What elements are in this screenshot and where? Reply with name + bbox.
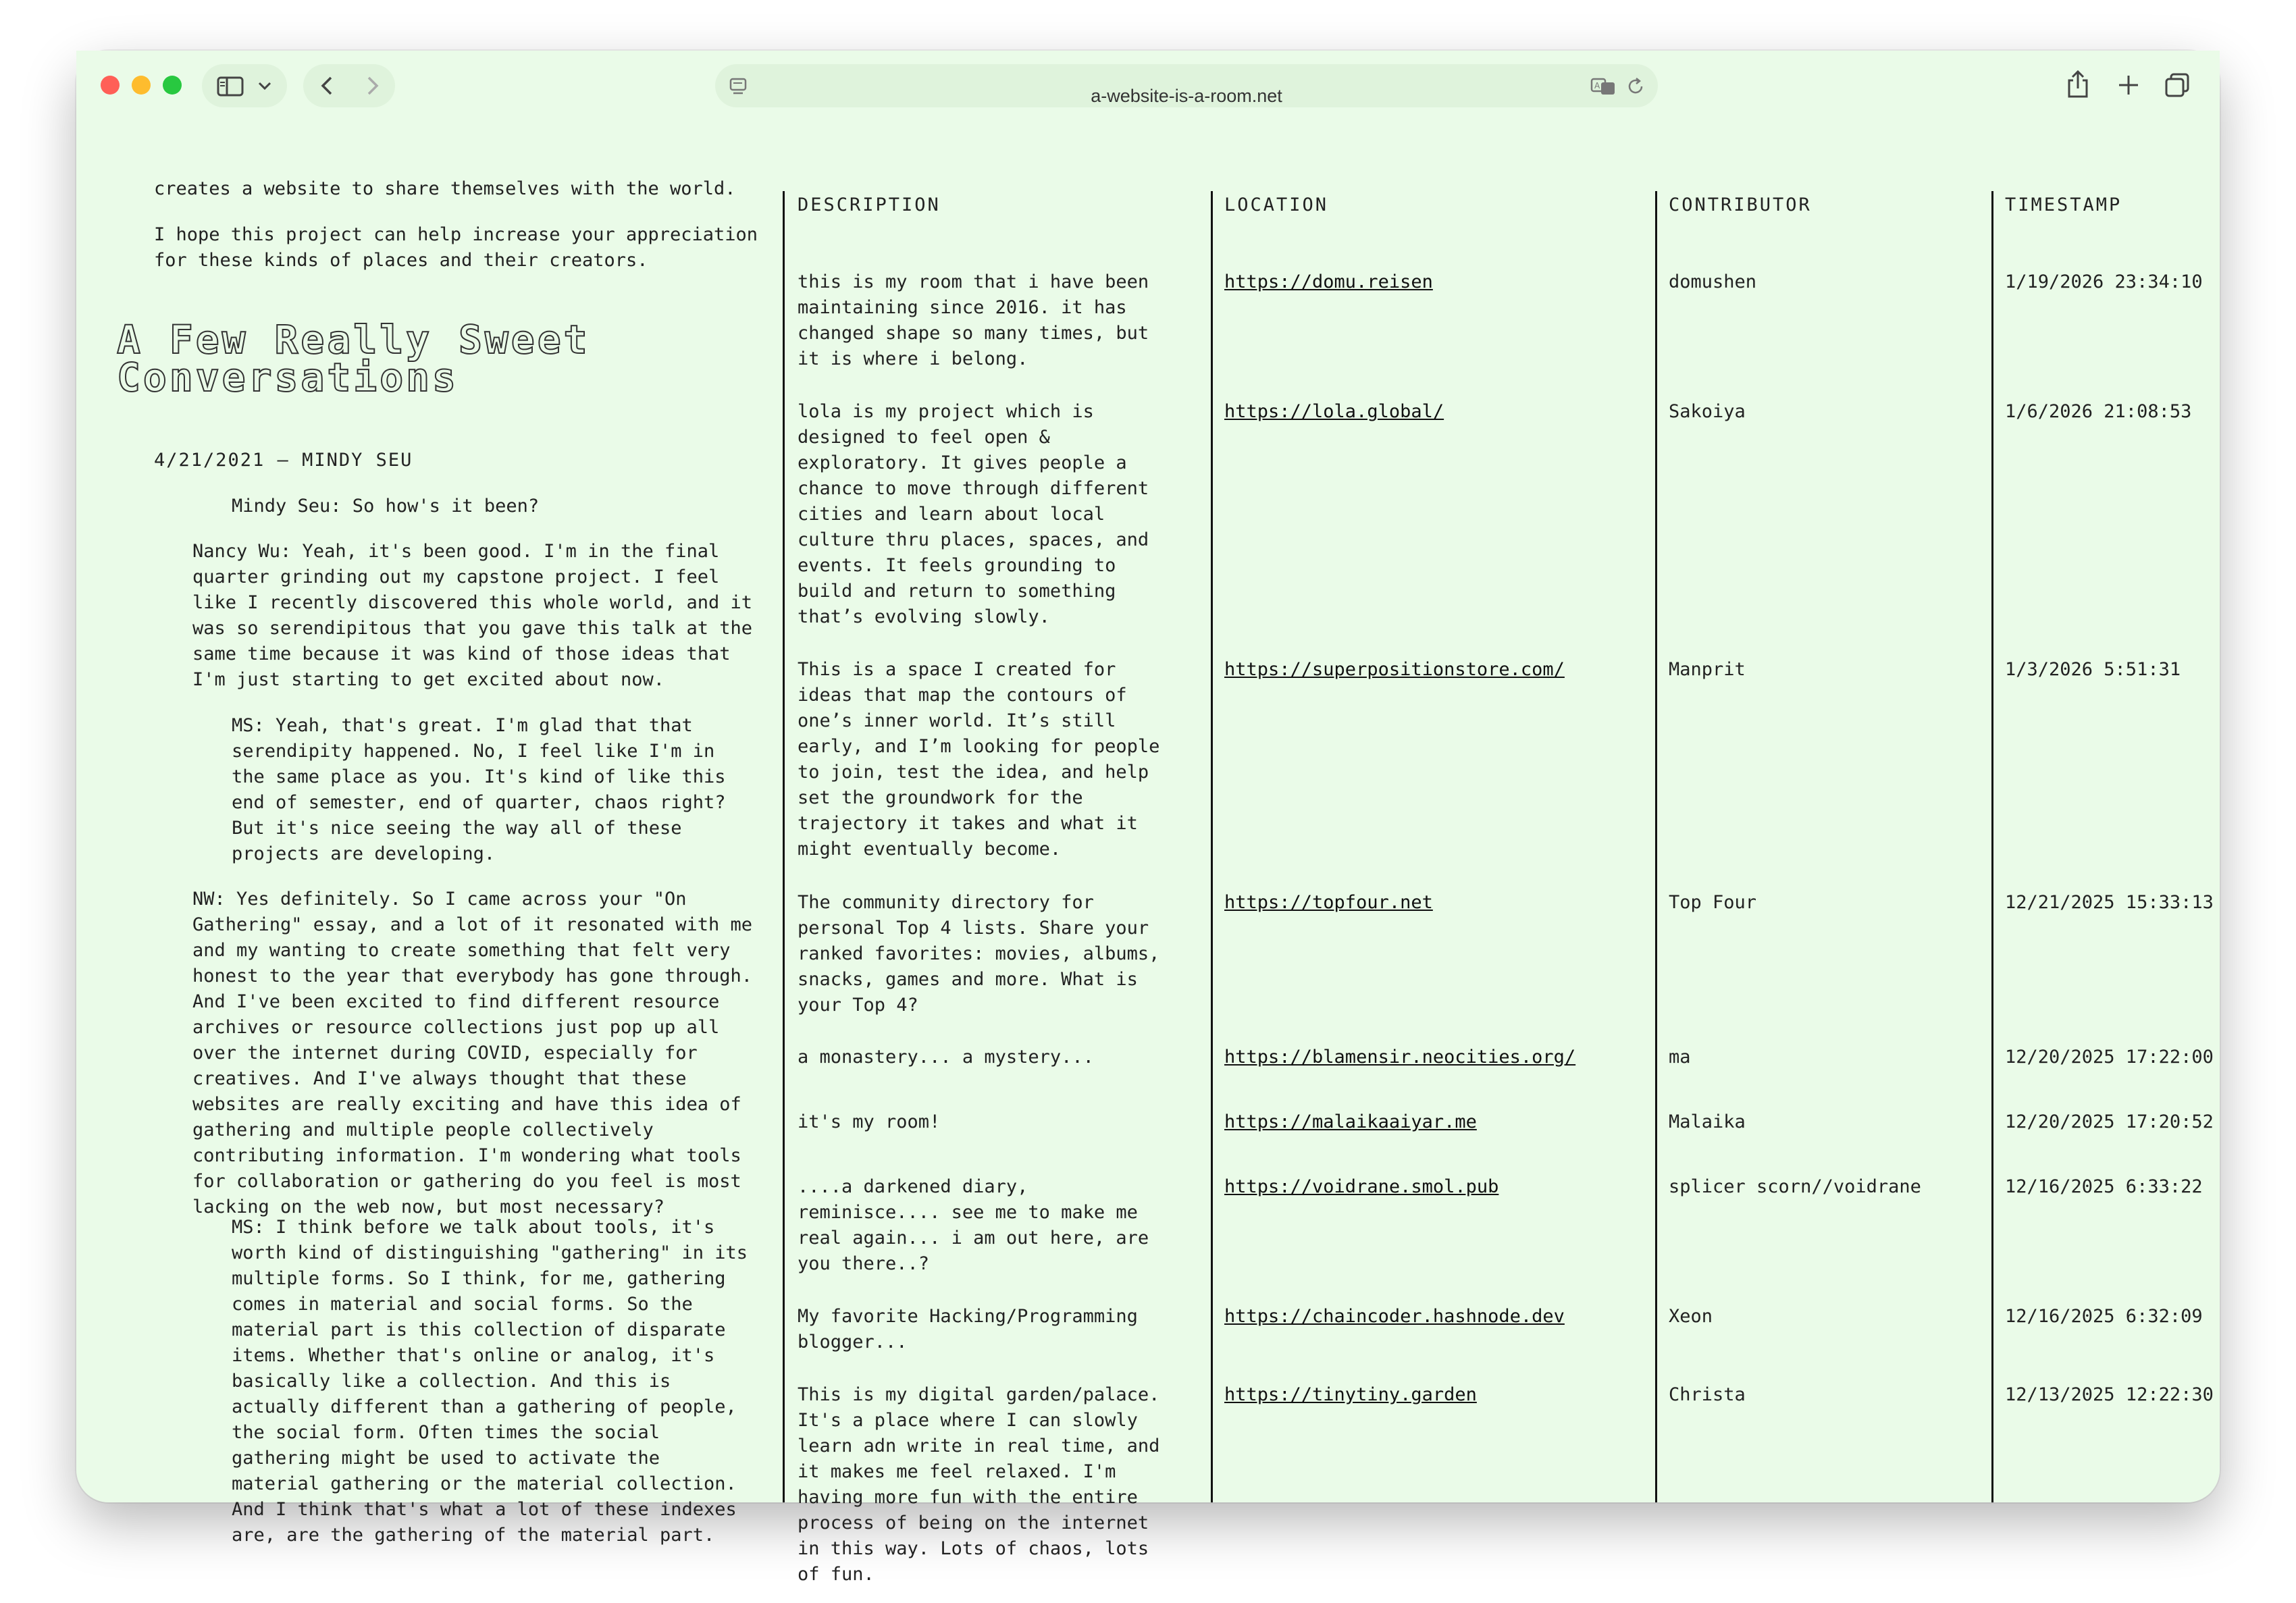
reload-icon[interactable] — [1627, 76, 1646, 97]
row-description: This is my digital garden/palace. It's a place where I can slowly learn adn write in real time, and it makes me feel relaxed. I'm having more fun with the entire process of being on the internet in this way. Lots of chaos, lots of fun. — [798, 1384, 1160, 1585]
intro-paragraph: creates a website to share themselves with the world. — [154, 178, 736, 199]
row-location-link[interactable]: https://domu.reisen — [1224, 271, 1433, 292]
conversation-paragraph: Nancy Wu: Yeah, it's been good. I'm in the final quarter grinding out my capstone project. I feel like I recently discovered this whole world, and it was so serendipitous that you gave this talk at the same time because it was kind of those ideas that I'm just starting to get excited about now. — [192, 541, 753, 690]
row-description: this is my room that i have been maintaining since 2016. it has changed shape so many times, but it is where i belong. — [798, 271, 1149, 369]
row-location-link[interactable]: https://superpositionstore.com/ — [1224, 659, 1565, 680]
row-timestamp: 12/21/2025 15:33:13 — [2005, 892, 2214, 913]
column-divider — [1991, 191, 1993, 1502]
row-description: lola is my project which is designed to feel open & exploratory. It gives people a chance to move through different cities and learn about local culture thru places, spaces, and events. It feels grounding to build and return to something that’s evolving slowly. — [798, 401, 1149, 627]
browser-toolbar — [76, 51, 2220, 125]
header-location[interactable]: LOCATION — [1224, 194, 1329, 215]
minimize-window-button[interactable] — [132, 76, 151, 95]
row-contributor: ma — [1669, 1047, 1691, 1068]
conversation-paragraph: MS: Yeah, that's great. I'm glad that that serendipity happened. No, I feel like I'm in the same place as you. It's kind of like this end of semester, end of quarter, chaos right? But it's nice seeing the way all of these projects are developing. — [232, 715, 726, 864]
conversation-paragraph: NW: Yes definitely. So I came across your "On Gathering" essay, and a lot of it resonated with me and my wanting to create something that felt very honest to the year that everybody has gone through. And I've been excited to find different resource archives or resource collections just pop up all over the internet during COVID, especially for creatives. And I've always thought that these websites are really exciting and have this idea of gathering and multiple people collectively contributing information. I'm wondering what tools for collaboration or gathering do you feel is most lacking on the web now, but most necessary? — [192, 889, 753, 1217]
header-timestamp[interactable]: TIMESTAMP — [2005, 194, 2122, 215]
url-text: a-website-is-a-room.net — [1091, 86, 1282, 106]
about-column — [76, 125, 785, 1546]
new-tab-icon[interactable] — [2117, 74, 2140, 97]
zoom-window-button[interactable] — [163, 76, 182, 95]
row-contributor: Malaika — [1669, 1111, 1746, 1132]
sidebar-toggle-button[interactable] — [202, 64, 287, 107]
row-location-link[interactable]: https://blamensir.neocities.org/ — [1224, 1047, 1576, 1068]
row-contributor: domushen — [1669, 271, 1757, 292]
row-description: it's my room! — [798, 1111, 941, 1132]
row-location-link[interactable]: https://malaikaaiyar.me — [1224, 1111, 1477, 1132]
row-contributor: Christa — [1669, 1384, 1746, 1405]
intro-paragraph: I hope this project can help increase your appreciation for these kinds of places and their creators. — [154, 224, 758, 271]
row-description: The community directory for personal Top 4 lists. Share your ranked favorites: movies, albums, snacks, games and more. What is your Top 4? — [798, 892, 1160, 1016]
row-timestamp: 12/20/2025 17:20:52 — [2005, 1111, 2214, 1132]
row-location-link[interactable]: https://chaincoder.hashnode.dev — [1224, 1306, 1565, 1327]
row-location-link[interactable]: https://voidrane.smol.pub — [1224, 1176, 1499, 1197]
row-timestamp: 12/16/2025 6:33:22 — [2005, 1176, 2203, 1197]
close-window-button[interactable] — [101, 76, 120, 95]
chevron-down-icon — [257, 80, 272, 91]
tab-overview-icon[interactable] — [2164, 72, 2190, 98]
row-timestamp: 12/16/2025 6:32:09 — [2005, 1306, 2203, 1327]
conversation-date: 4/21/2021 — MINDY SEU — [154, 450, 413, 471]
row-contributor: splicer scorn//voidrane — [1669, 1176, 1921, 1197]
row-timestamp: 12/20/2025 17:22:00 — [2005, 1047, 2214, 1068]
row-timestamp: 1/6/2026 21:08:53 — [2005, 401, 2192, 422]
row-contributor: Top Four — [1669, 892, 1757, 913]
row-contributor: Sakoiya — [1669, 401, 1746, 422]
address-bar[interactable] — [715, 64, 1658, 107]
browser-window — [76, 51, 2220, 1585]
row-description: My favorite Hacking/Programming blogger... — [798, 1306, 1138, 1352]
page-content — [76, 125, 2220, 1585]
header-contributor[interactable]: CONTRIBUTOR — [1669, 194, 1812, 215]
row-location-link[interactable]: https://lola.global/ — [1224, 401, 1444, 422]
row-location-link[interactable]: https://topfour.net — [1224, 892, 1433, 913]
row-timestamp: 1/3/2026 5:51:31 — [2005, 659, 2181, 680]
forward-icon[interactable] — [363, 76, 382, 96]
row-contributor: Xeon — [1669, 1306, 1713, 1327]
row-location-link[interactable]: https://tinytiny.garden — [1224, 1384, 1477, 1405]
row-timestamp: 1/19/2026 23:34:10 — [2005, 271, 2203, 292]
column-divider — [1655, 191, 1657, 1502]
navigation-buttons — [303, 64, 395, 107]
column-divider — [1211, 191, 1213, 1502]
column-divider — [783, 191, 785, 1502]
conversation-paragraph: Mindy Seu: So how's it been? — [232, 496, 540, 517]
section-title: A Few Really Sweet Conversations — [117, 317, 590, 400]
sidebar-icon — [217, 76, 244, 97]
row-description: a monastery... a mystery... — [798, 1047, 1094, 1068]
translate-icon[interactable] — [1590, 76, 1617, 97]
svg-text:A: A — [1594, 81, 1600, 90]
row-description: ....a darkened diary, reminisce.... see me to make me real again... i am out here, are you there..? — [798, 1176, 1149, 1274]
back-icon[interactable] — [318, 76, 337, 96]
row-description: This is a space I created for ideas that map the contours of one’s inner world. It’s still early, and I’m looking for people to join, test the idea, and help set the groundwork for the trajectory it takes and what it might eventually become. — [798, 659, 1160, 860]
conversation-paragraph: MS: I think before we talk about tools, it's worth kind of distinguishing "gathering" in its multiple forms. So I think, for me, gathering comes in material and social forms. So the material part is this collection of disparate items. Whether that's online or analog, it's basically like a collection. And this is actually different than a gathering of people, the social form. Often times the social gathering might be used to activate the material gathering or the material collection. And I think that's what a lot of these indexes are, are the gathering of the material part. — [232, 1217, 748, 1546]
share-icon[interactable] — [2066, 70, 2090, 99]
row-contributor: Manprit — [1669, 659, 1746, 680]
header-description[interactable]: DESCRIPTION — [798, 194, 941, 215]
row-timestamp: 12/13/2025 12:22:30 — [2005, 1384, 2214, 1405]
